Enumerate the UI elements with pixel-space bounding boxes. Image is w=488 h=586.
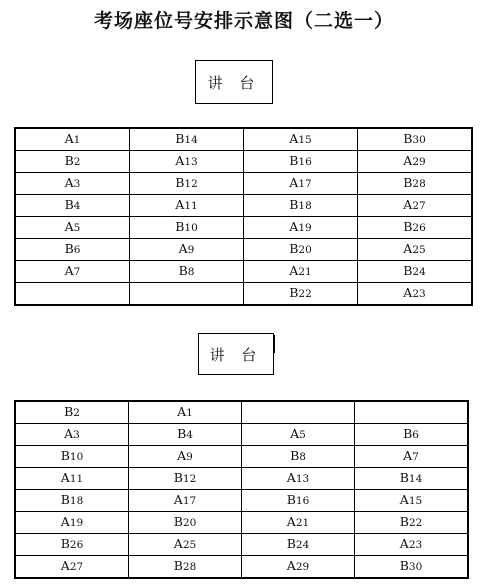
- seat-cell: B14: [130, 128, 244, 151]
- seat-cell: [130, 283, 244, 306]
- seat-cell: B4: [15, 195, 130, 217]
- seat-cell: B28: [129, 556, 242, 579]
- seat-cell: B28: [358, 173, 473, 195]
- seat-cell: B10: [130, 217, 244, 239]
- seat-row: [15, 173, 472, 195]
- seat-cell: A15: [355, 490, 469, 512]
- seat-cell: A29: [242, 556, 355, 579]
- seat-cell: B24: [242, 534, 355, 556]
- seating-table-option-2: [14, 400, 469, 579]
- seat-cell: B16: [244, 151, 358, 173]
- seat-cell: [242, 401, 355, 424]
- seat-row: [15, 490, 468, 512]
- seat-cell: A11: [15, 468, 129, 490]
- seat-cell: B16: [242, 490, 355, 512]
- seat-row: [15, 151, 472, 173]
- seat-cell: A27: [15, 556, 129, 579]
- seat-cell: A1: [129, 401, 242, 424]
- seat-cell: A3: [15, 173, 130, 195]
- seat-row: [15, 128, 472, 151]
- seat-cell: [355, 401, 469, 424]
- seat-row: [15, 283, 472, 306]
- seat-cell: A27: [358, 195, 473, 217]
- podium-box: [195, 60, 273, 104]
- seat-cell: A23: [355, 534, 469, 556]
- text-cursor: [273, 335, 275, 353]
- seat-row: [15, 468, 468, 490]
- seat-cell: A19: [244, 217, 358, 239]
- seat-cell: A3: [15, 424, 129, 446]
- seat-cell: B12: [129, 468, 242, 490]
- seat-cell: B20: [129, 512, 242, 534]
- seat-cell: A25: [358, 239, 473, 261]
- seat-row: [15, 446, 468, 468]
- seat-cell: B26: [358, 217, 473, 239]
- seat-cell: B2: [15, 401, 129, 424]
- seat-cell: B26: [15, 534, 129, 556]
- seat-cell: B22: [244, 283, 358, 306]
- seat-cell: A5: [15, 217, 130, 239]
- seating-table-option-1: [14, 127, 473, 306]
- seat-row: [15, 512, 468, 534]
- seat-cell: A21: [244, 261, 358, 283]
- seat-cell: A1: [15, 128, 130, 151]
- seat-cell: A13: [242, 468, 355, 490]
- seat-cell: A25: [129, 534, 242, 556]
- seat-cell: B12: [130, 173, 244, 195]
- seat-cell: B2: [15, 151, 130, 173]
- seat-row: [15, 261, 472, 283]
- seat-cell: A9: [130, 239, 244, 261]
- seat-cell: B30: [358, 128, 473, 151]
- seat-cell: B10: [15, 446, 129, 468]
- seat-cell: B24: [358, 261, 473, 283]
- seat-row: [15, 401, 468, 424]
- seat-cell: [15, 283, 130, 306]
- seat-row: [15, 239, 472, 261]
- seat-cell: B18: [244, 195, 358, 217]
- seat-cell: B30: [355, 556, 469, 579]
- seat-cell: B22: [355, 512, 469, 534]
- podium-box: [198, 333, 274, 375]
- podium-label: 讲 台: [209, 345, 263, 364]
- seat-cell: B14: [355, 468, 469, 490]
- seat-cell: A5: [242, 424, 355, 446]
- seat-cell: B6: [15, 239, 130, 261]
- seat-cell: A29: [358, 151, 473, 173]
- seat-cell: A7: [355, 446, 469, 468]
- seat-cell: A7: [15, 261, 130, 283]
- seat-cell: B18: [15, 490, 129, 512]
- seat-cell: A9: [129, 446, 242, 468]
- seat-cell: A17: [129, 490, 242, 512]
- seat-cell: B4: [129, 424, 242, 446]
- seat-cell: A23: [358, 283, 473, 306]
- seat-row: [15, 195, 472, 217]
- seat-cell: B20: [244, 239, 358, 261]
- seat-cell: B8: [242, 446, 355, 468]
- seat-cell: B8: [130, 261, 244, 283]
- seat-row: [15, 534, 468, 556]
- seat-cell: A17: [244, 173, 358, 195]
- seat-row: [15, 217, 472, 239]
- seat-cell: A19: [15, 512, 129, 534]
- seat-cell: A21: [242, 512, 355, 534]
- seat-row: [15, 424, 468, 446]
- seat-cell: A11: [130, 195, 244, 217]
- seat-cell: A15: [244, 128, 358, 151]
- podium-label: 讲 台: [207, 73, 261, 92]
- seat-row: [15, 556, 468, 579]
- seat-cell: B6: [355, 424, 469, 446]
- page-title: 考场座位号安排示意图（二选一）: [93, 10, 394, 32]
- seat-cell: A13: [130, 151, 244, 173]
